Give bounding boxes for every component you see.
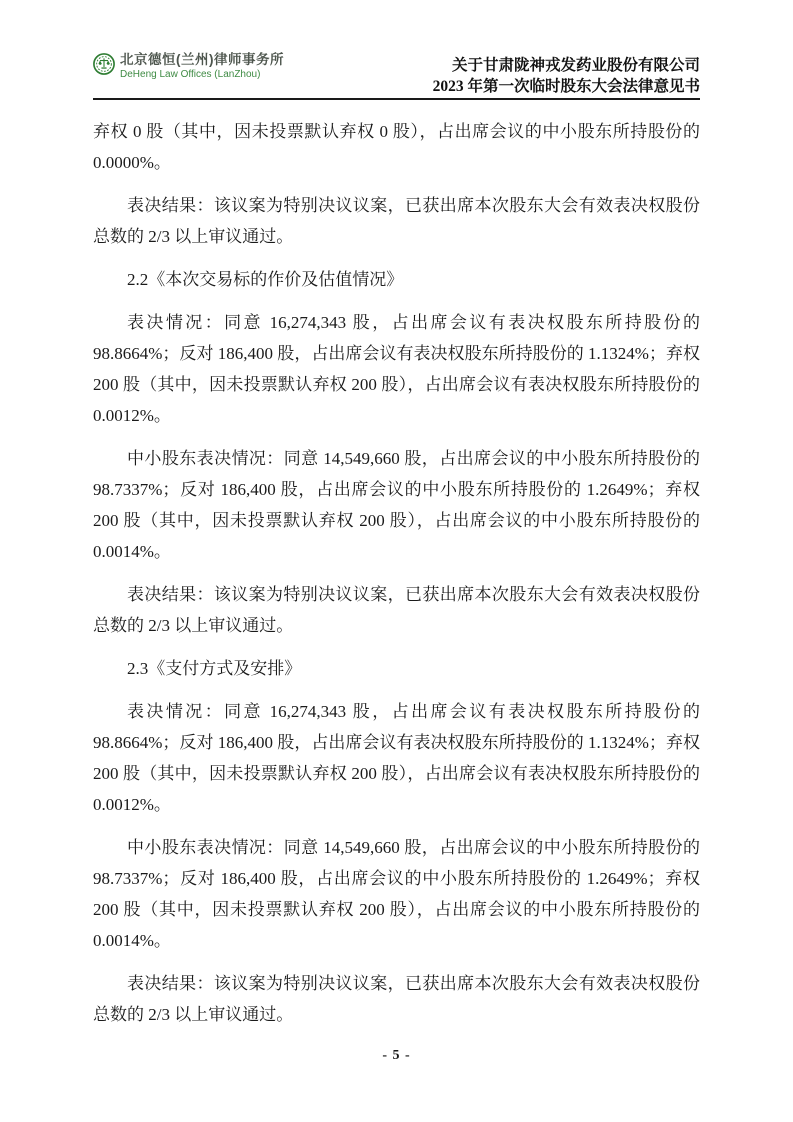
paragraph-vote-result-2-1: 表决结果：该议案为特别决议议案，已获出席本次股东大会有效表决权股份总数的 2/3 以上审议通过。: [93, 196, 700, 246]
paragraph-vote-result-2-2: 表决结果：该议案为特别决议议案，已获出席本次股东大会有效表决权股份总数的 2/3 以上审议通过。: [93, 585, 700, 635]
firm-identity: [93, 52, 284, 81]
page-header: [93, 52, 700, 98]
page-footer: [0, 1046, 793, 1064]
paragraph-minority-vote-2-2: 中小股东表决情况：同意 14,549,660 股，占出席会议的中小股东所持股份的 98.7337%；反对 186,400 股，占出席会议的中小股东所持股份的 1.2649%；弃权 200 股（其中，因未投票默认弃权 200 股），占出席会议的中小股东所持股份的 0.0014%。: [93, 449, 700, 561]
firm-name-chinese: 北京德恒(兰州)律师事务所: [120, 52, 284, 67]
page-number: - 5 -: [382, 1048, 411, 1063]
firm-name-english: DeHeng Law Offices (LanZhou): [120, 69, 261, 80]
document-title: [433, 55, 700, 97]
heading-proposal-2-2: 2.2《本次交易标的作价及估值情况》: [127, 270, 404, 289]
heading-proposal-2-3: 2.3《支付方式及安排》: [127, 659, 302, 678]
document-title-line1: 关于甘肃陇神戎发药业股份有限公司: [451, 57, 700, 74]
paragraph-vote-result-2-3: 表决结果：该议案为特别决议议案，已获出席本次股东大会有效表决权股份总数的 2/3 以上审议通过。: [93, 974, 700, 1024]
paragraph-vote-detail-2-2: 表决情况：同意 16,274,343 股，占出席会议有表决权股东所持股份的 98.8664%；反对 186,400 股，占出席会议有表决权股东所持股份的 1.1324%；弃权 200 股（其中，因未投票默认弃权 200 股），占出席会议有表决权股东所持股份的 0.0012%。: [93, 313, 700, 425]
document-body: [93, 100, 700, 1030]
paragraph-abstain-continuation: 弃权 0 股（其中，因未投票默认弃权 0 股），占出席会议的中小股东所持股份的 0.0000%。: [93, 122, 700, 172]
paragraph-vote-detail-2-3: 表决情况：同意 16,274,343 股，占出席会议有表决权股东所持股份的 98.8664%；反对 186,400 股，占出席会议有表决权股东所持股份的 1.1324%；弃权 200 股（其中，因未投票默认弃权 200 股），占出席会议有表决权股东所持股份的 0.0012%。: [93, 702, 700, 814]
document-title-line2: 2023 年第一次临时股东大会法律意见书: [432, 78, 700, 95]
deheng-logo-icon: [93, 53, 115, 75]
firm-name-block: [120, 52, 284, 81]
paragraph-minority-vote-2-3: 中小股东表决情况：同意 14,549,660 股，占出席会议的中小股东所持股份的 98.7337%；反对 186,400 股，占出席会议的中小股东所持股份的 1.2649%；弃权 200 股（其中，因未投票默认弃权 200 股），占出席会议的中小股东所持股份的 0.0014%。: [93, 838, 700, 950]
